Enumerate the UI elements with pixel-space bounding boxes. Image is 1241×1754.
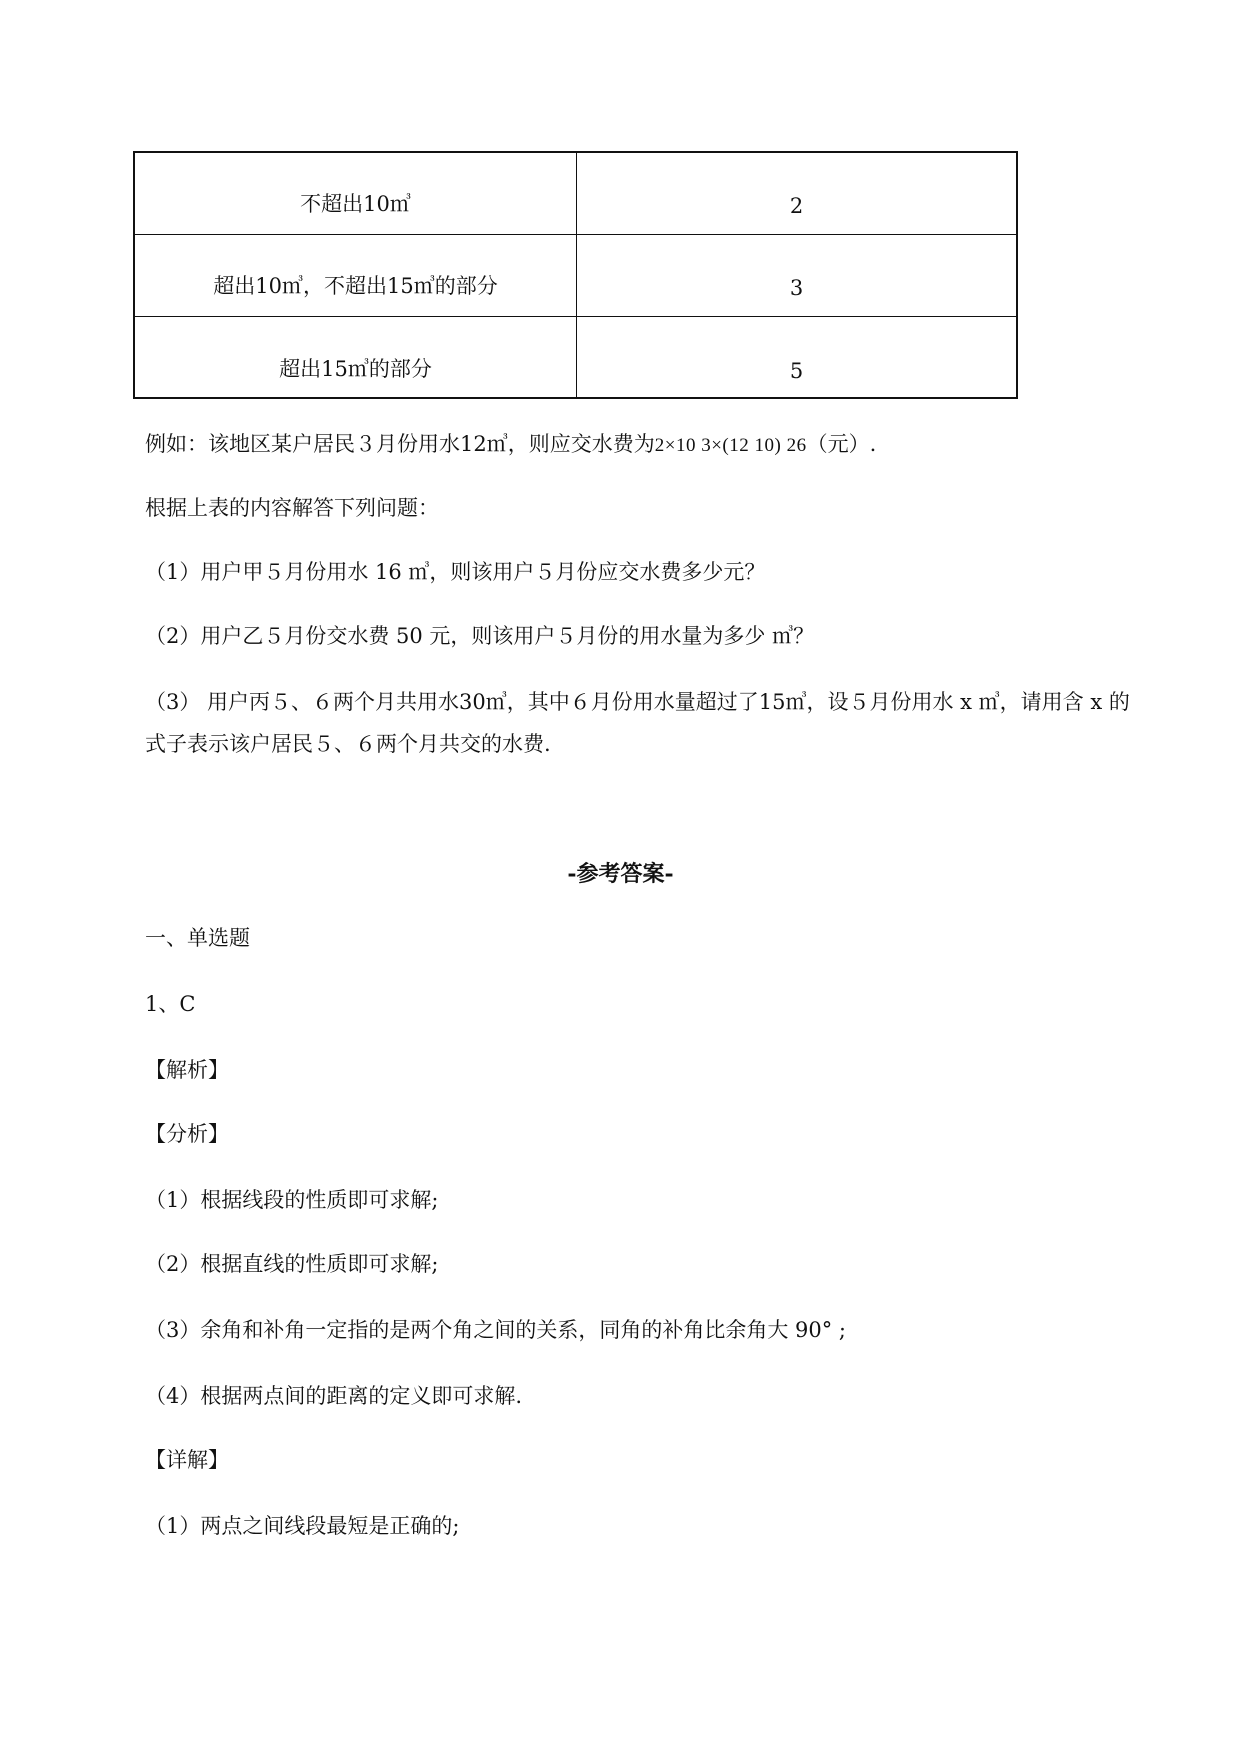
question-1: （1）用户甲５月份用水 16 ㎥，则该用户５月份应交水费多少元？ (145, 560, 766, 584)
example-suffix: （元）. (806, 432, 877, 456)
water-price-table (133, 151, 1018, 399)
table-cell-price: 5 (789, 359, 804, 383)
answer-line: （3）余角和补角一定指的是两个角之间的关系，同角的补角比余角大 90° ; (145, 1318, 847, 1342)
example-line (145, 430, 876, 460)
answer-line: 【解析】 (145, 1058, 229, 1082)
section-title: 一、单选题 (145, 926, 250, 950)
table-cell-price: 3 (789, 276, 804, 300)
answer-line: 1、C (145, 992, 196, 1016)
answer-line: 【分析】 (145, 1122, 229, 1146)
table-row (135, 235, 1016, 317)
example-text: 例如：该地区某户居民３月份用水12㎥，则应交水费为 (145, 432, 655, 456)
table-row (135, 317, 1016, 399)
example-formula: 2×10 3×(12 10) 26 (654, 435, 807, 456)
question-2: （2）用户乙５月份交水费 50 元，则该用户５月份的用水量为多少 ㎥？ (145, 624, 815, 648)
answer-line: 【详解】 (145, 1448, 229, 1472)
table-cell-range: 超出15㎥的部分 (135, 317, 577, 399)
table-cell-price: 2 (789, 194, 804, 218)
answer-line: （1）两点之间线段最短是正确的; (145, 1514, 460, 1538)
answer-line: （4）根据两点间的距离的定义即可求解. (145, 1384, 523, 1408)
answer-line: （2）根据直线的性质即可求解; (145, 1252, 439, 1276)
answer-heading: -参考答案- (567, 861, 674, 887)
question-3: （3） 用户丙５、６两个月共用水30㎥，其中６月份用水量超过了15㎥，设５月份用水 x ㎥，请用含 x 的 (145, 690, 1130, 714)
question-3-cont: 式子表示该户居民５、６两个月共交的水费. (145, 732, 551, 756)
prompt-text: 根据上表的内容解答下列问题： (145, 496, 439, 520)
table-row (135, 153, 1016, 235)
table-cell-range: 不超出10㎥ (135, 153, 577, 234)
table-cell-range: 超出10㎥，不超出15㎥的部分 (135, 235, 577, 316)
answer-line: （1）根据线段的性质即可求解; (145, 1188, 439, 1212)
